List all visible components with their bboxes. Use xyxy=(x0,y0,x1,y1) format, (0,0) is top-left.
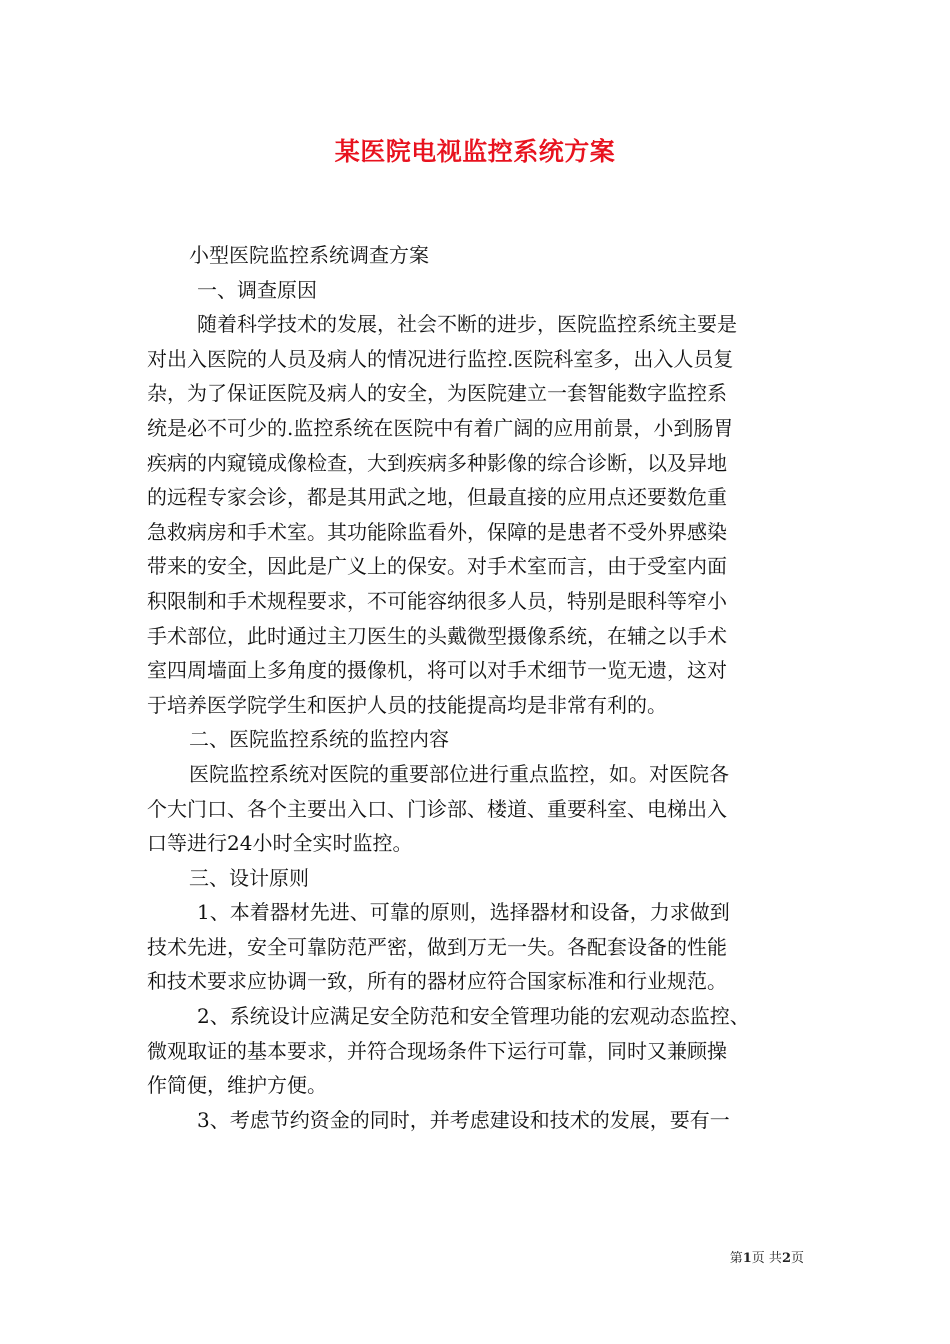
text-line: 对出入医院的人员及病人的情况进行监控.医院科室多，出入人员复 xyxy=(147,346,734,371)
text-line: 3、考虑节约资金的同时，并考虑建设和技术的发展，要有一 xyxy=(197,1107,730,1132)
text-line: 技术先进，安全可靠防范严密，做到万无一失。各配套设备的性能 xyxy=(147,934,727,959)
text-line: 1、本着器材先进、可靠的原则，选择器材和设备，力求做到 xyxy=(197,900,730,925)
document-title: 某医院电视监控系统方案 xyxy=(334,137,616,166)
text-line: 于培养医学院学生和医护人员的技能提高均是非常有利的。 xyxy=(147,692,667,717)
text-line: 口等进行24小时全实时监控。 xyxy=(147,831,413,856)
section-heading: 三、设计原则 xyxy=(189,865,309,890)
footer-suffix: 页 xyxy=(790,1251,804,1266)
footer-page: 1 xyxy=(742,1251,752,1266)
text-line: 2、系统设计应满足安全防范和安全管理功能的宏观动态监控、 xyxy=(197,1004,750,1029)
document-body xyxy=(147,238,807,1137)
section-heading: 二、医院监控系统的监控内容 xyxy=(189,727,449,752)
text-line: 小型医院监控系统调查方案 xyxy=(189,243,429,267)
text-line: 杂，为了保证医院及病人的安全，为医院建立一套智能数字监控系 xyxy=(147,381,727,406)
text-line: 和技术要求应协调一致，所有的器材应符合国家标准和行业规范。 xyxy=(147,969,727,994)
text-line: 的远程专家会诊，都是其用武之地，但最直接的应用点还要数危重 xyxy=(147,485,727,510)
footer-prefix: 第 xyxy=(729,1251,743,1266)
text-line: 医院监控系统对医院的重要部位进行重点监控，如。对医院各 xyxy=(189,761,729,786)
text-line: 微观取证的基本要求，并符合现场条件下运行可靠，同时又兼顾操 xyxy=(147,1038,727,1063)
text-line: 随着科学技术的发展，社会不断的进步，医院监控系统主要是 xyxy=(197,312,737,337)
footer-middle: 页 共 xyxy=(751,1251,782,1266)
text-line: 手术部位，此时通过主刀医生的头戴微型摄像系统，在辅之以手术 xyxy=(147,623,727,648)
text-line: 统是必不可少的.监控系统在医院中有着广阔的应用前景，小到肠胃 xyxy=(147,415,734,440)
text-line: 室四周墙面上多角度的摄像机，将可以对手术细节一览无遗，这对 xyxy=(147,658,727,683)
text-line: 带来的安全，因此是广义上的保安。对手术室而言，由于受室内面 xyxy=(147,554,727,579)
text-line: 积限制和手术规程要求，不可能容纳很多人员，特别是眼科等窄小 xyxy=(147,588,727,613)
footer-total: 2 xyxy=(781,1251,791,1266)
text-line: 作简便，维护方便。 xyxy=(147,1073,327,1098)
text-line: 疾病的内窥镜成像检查，大到疾病多种影像的综合诊断，以及异地 xyxy=(147,450,727,475)
section-heading: 一、调查原因 xyxy=(197,277,317,302)
text-line: 急救病房和手术室。其功能除监看外，保障的是患者不受外界感染 xyxy=(147,519,727,544)
text-line: 个大门口、各个主要出入口、门诊部、楼道、重要科室、电梯出入 xyxy=(147,796,727,821)
page-number-footer xyxy=(730,1247,804,1266)
